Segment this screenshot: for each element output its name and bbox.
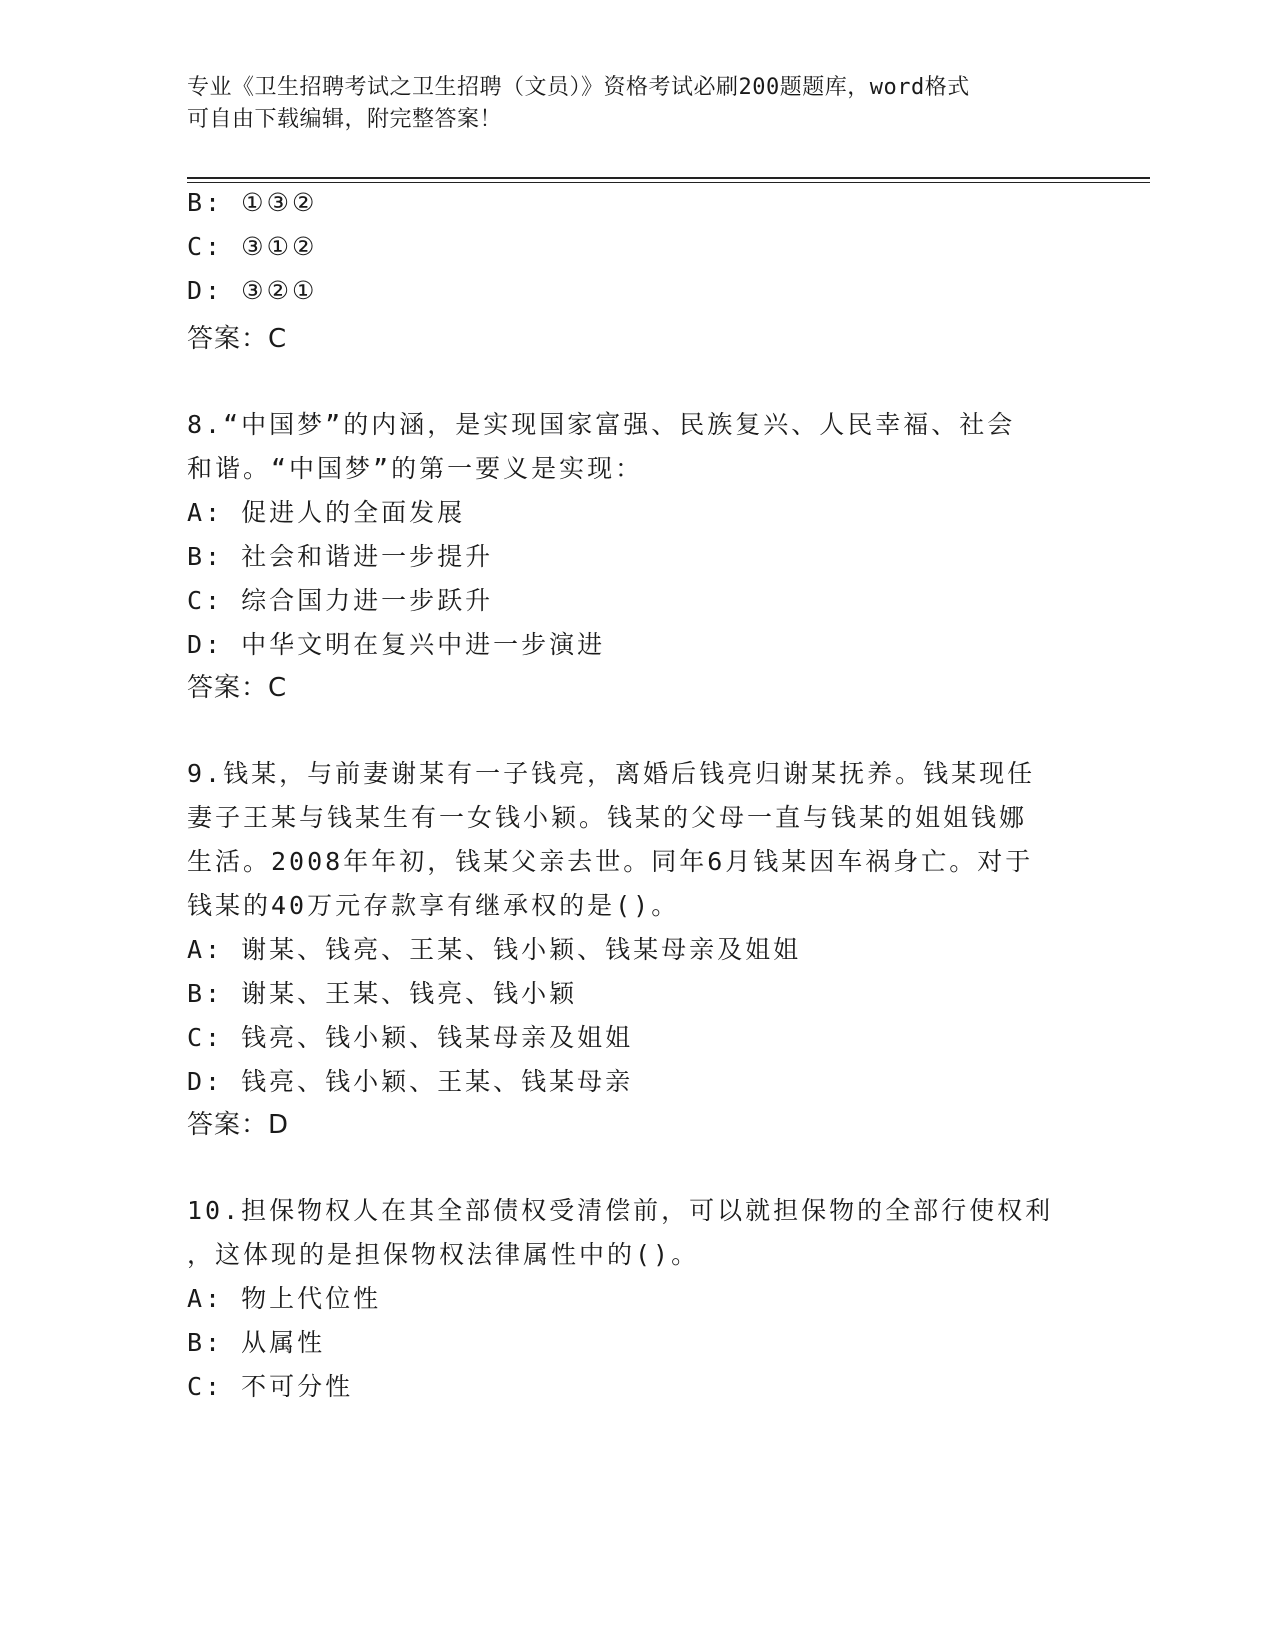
q8-stem-line-1: 8.“中国梦”的内涵，是实现国家富强、民族复兴、人民幸福、社会 <box>187 410 1016 439</box>
option-label: A: <box>187 1284 224 1313</box>
q7-option-c <box>187 232 1087 261</box>
option-label: A: <box>187 498 224 527</box>
q10-stem-line-2: ，这体现的是担保物权法律属性中的()。 <box>187 1240 700 1269</box>
option-text: 钱亮、钱小颖、王某、钱某母亲 <box>241 1067 634 1096</box>
q9-stem-line-3: 生活。2008年年初，钱某父亲去世。同年6月钱某因车祸身亡。对于 <box>187 847 1034 876</box>
option-label: B: <box>187 1328 224 1357</box>
option-text: 钱亮、钱小颖、钱某母亲及姐姐 <box>241 1023 634 1052</box>
q9-stem-line-2: 妻子王某与钱某生有一女钱小颖。钱某的父母一直与钱某的姐姐钱娜 <box>187 803 1028 832</box>
option-text: 从属性 <box>241 1328 326 1357</box>
option-text: 谢某、钱亮、王某、钱小颖、钱某母亲及姐姐 <box>241 935 802 964</box>
q9-option-c <box>187 1018 1087 1054</box>
header-line-1: 专业《卫生招聘考试之卫生招聘（文员）》资格考试必刷200题题库，word格式 <box>187 75 970 100</box>
option-label: D: <box>187 630 224 659</box>
option-label: D: <box>187 1067 224 1096</box>
option-label: C: <box>187 1023 224 1052</box>
option-label: C: <box>187 1372 224 1401</box>
document-header <box>187 72 1067 136</box>
q9-stem-line-4: 钱某的40万元存款享有继承权的是()。 <box>187 891 680 920</box>
option-text: ③②① <box>241 276 318 305</box>
q8-option-c <box>187 581 1087 617</box>
option-text: 不可分性 <box>241 1372 354 1401</box>
option-label: D: <box>187 276 224 305</box>
option-label: C: <box>187 586 224 615</box>
option-text: 社会和谐进一步提升 <box>241 542 494 571</box>
q7-option-d <box>187 276 1087 305</box>
option-label: B: <box>187 542 224 571</box>
q8-option-d <box>187 625 1087 661</box>
option-label: C: <box>187 232 224 261</box>
q8-answer: 答案：C <box>187 673 288 703</box>
option-text: 促进人的全面发展 <box>241 498 466 527</box>
option-text: 物上代位性 <box>241 1284 382 1313</box>
q8-option-a <box>187 493 1087 529</box>
q9-stem-line-1: 9.钱某，与前妻谢某有一子钱亮，离婚后钱亮归谢某抚养。钱某现任 <box>187 759 1036 788</box>
q9-option-b <box>187 974 1087 1010</box>
option-text: ③①② <box>241 232 318 261</box>
q10-option-a <box>187 1279 1087 1315</box>
q9-answer: 答案：D <box>187 1110 290 1140</box>
header-divider-thick <box>187 177 1150 179</box>
option-label: A: <box>187 935 224 964</box>
q10-option-b <box>187 1323 1087 1359</box>
option-text: 谢某、王某、钱亮、钱小颖 <box>241 979 578 1008</box>
q7-answer: 答案：C <box>187 324 288 354</box>
header-line-2: 可自由下载编辑，附完整答案！ <box>187 107 503 132</box>
q9-option-d <box>187 1062 1087 1098</box>
q8-option-b <box>187 537 1087 573</box>
header-divider-thin <box>187 182 1150 183</box>
q7-option-b <box>187 188 1087 217</box>
option-text: 中华文明在复兴中进一步演进 <box>241 630 606 659</box>
q10-option-c <box>187 1367 1087 1403</box>
q8-stem-line-2: 和谐。“中国梦”的第一要义是实现： <box>187 454 644 483</box>
option-text: 综合国力进一步跃升 <box>241 586 494 615</box>
q10-stem-line-1: 10.担保物权人在其全部债权受清偿前，可以就担保物的全部行使权利 <box>187 1196 1054 1225</box>
option-label: B: <box>187 188 224 217</box>
option-label: B: <box>187 979 224 1008</box>
option-text: ①③② <box>241 188 318 217</box>
q9-option-a <box>187 930 1087 966</box>
